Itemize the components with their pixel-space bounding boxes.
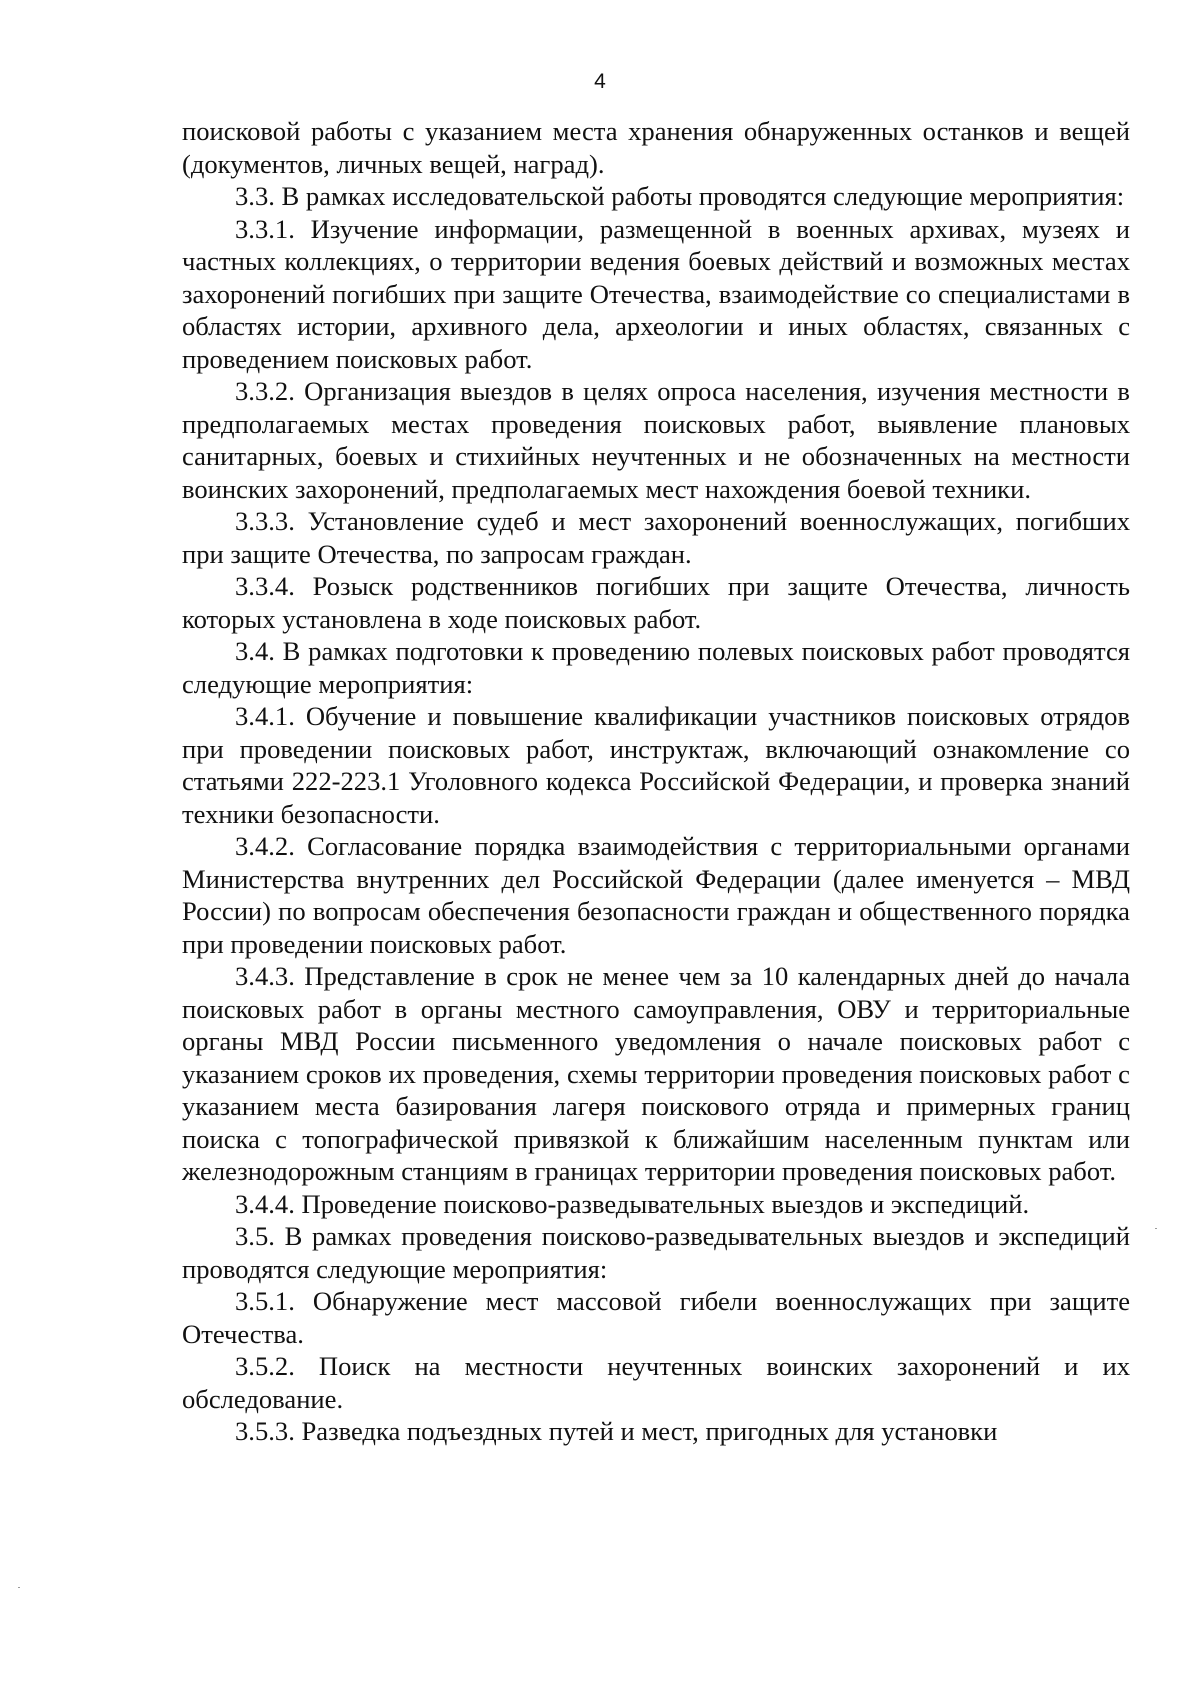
page-number: 4 bbox=[594, 70, 606, 93]
paragraph-3-4-1: 3.4.1. Обучение и повышение квалификации участников поисковых отрядов при проведении поисковых работ, инструктаж, включающий ознакомление со статьями 222-223.1 Уголовного кодекса Российской Федерации, и проверка знаний техники безопасности. bbox=[182, 701, 1130, 829]
paragraph-continuation: поисковой работы с указанием места хранения обнаруженных останков и вещей (документов, личных вещей, наград). bbox=[182, 116, 1130, 179]
paragraph-3-4-3: 3.4.3. Представление в срок не менее чем за 10 календарных дней до начала поисковых работ в органы местного самоуправления, ОВУ и территориальные органы МВД России письменного уведомления о начале поисковых работ с указанием сроков их проведения, схемы территории проведения поисковых работ с указанием места базирования лагеря поискового отряда и примерных границ поиска с топографической привязкой к ближайшим населенным пунктам или железнодорожным станциям в границах территории проведения поисковых работ. bbox=[182, 961, 1130, 1186]
paragraph-3-3-3: 3.3.3. Установление судеб и мест захоронений военнослужащих, погибших при защите Отечества, по запросам граждан. bbox=[182, 506, 1130, 569]
paragraph-3-3-2: 3.3.2. Организация выездов в целях опроса населения, изучения местности в предполагаемых местах проведения поисковых работ, выявление плановых санитарных, боевых и стихийных неучтенных и не обозначенных на местности воинских захоронений, предполагаемых мест нахождения боевой техники. bbox=[182, 376, 1130, 504]
paragraph-3-5-3: 3.5.3. Разведка подъездных путей и мест, пригодных для установки bbox=[235, 1416, 998, 1446]
paragraph-3-5: 3.5. В рамках проведения поисково-разведывательных выездов и экспедиций проводятся следующие мероприятия: bbox=[182, 1221, 1130, 1284]
paragraph-3-5-2: 3.5.2. Поиск на местности неучтенных воинских захоронений и их обследование. bbox=[182, 1351, 1130, 1414]
paragraph-3-4-2: 3.4.2. Согласование порядка взаимодействия с территориальными органами Министерства внутренних дел Российской Федерации (далее именуется – МВД России) по вопросам обеспечения безопасности граждан и общественного порядка при проведении поисковых работ. bbox=[182, 831, 1130, 959]
scan-speck bbox=[18, 1587, 20, 1588]
paragraph-3-3-1: 3.3.1. Изучение информации, размещенной в военных архивах, музеях и частных коллекциях, о территории ведения боевых действий и возможных местах захоронений погибших при защите Отечества, взаимодействие со специалистами в областях истории, архивного дела, археологии и иных областях, связанных с проведением поисковых работ. bbox=[182, 213, 1130, 374]
paragraph-3-5-1: 3.5.1. Обнаружение мест массовой гибели военнослужащих при защите Отечества. bbox=[182, 1286, 1130, 1349]
paragraph-3-3: 3.3. В рамках исследовательской работы проводятся следующие мероприятия: bbox=[235, 181, 1125, 211]
scan-speck bbox=[1155, 1228, 1157, 1229]
paragraph-3-4: 3.4. В рамках подготовки к проведению полевых поисковых работ проводятся следующие мероприятия: bbox=[182, 636, 1130, 699]
document-body bbox=[182, 115, 1130, 1448]
paragraph-3-4-4: 3.4.4. Проведение поисково-разведывательных выездов и экспедиций. bbox=[235, 1188, 1030, 1219]
paragraph-3-3-4: 3.3.4. Розыск родственников погибших при защите Отечества, личность которых установлена в ходе поисковых работ. bbox=[182, 571, 1130, 634]
